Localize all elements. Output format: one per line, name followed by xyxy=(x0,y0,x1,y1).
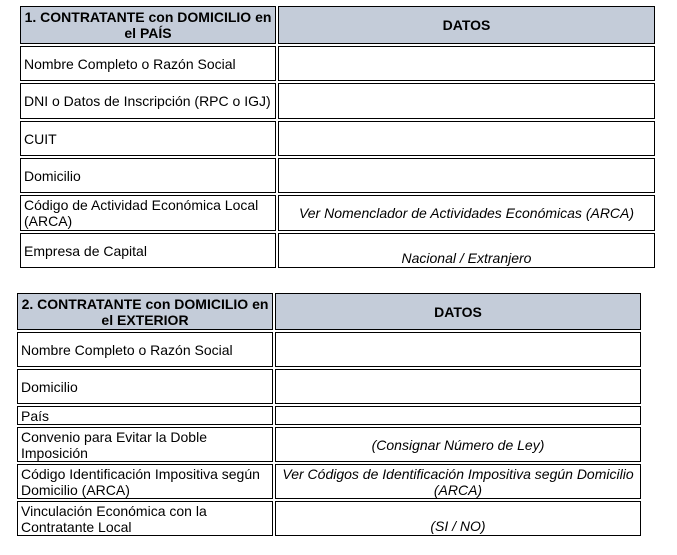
section2-row-label: Nombre Completo o Razón Social xyxy=(17,332,273,367)
section1-row-value[interactable] xyxy=(278,121,655,156)
section1-row-value[interactable] xyxy=(278,46,655,81)
section2-datos-header: DATOS xyxy=(275,293,641,330)
section1-title: 1. CONTRATANTE con DOMICILIO en el PAÍS xyxy=(20,6,276,44)
section1-header-row xyxy=(20,6,655,44)
section1-row-label: Domicilio xyxy=(20,158,276,193)
table-row xyxy=(20,121,655,156)
section2-row-value[interactable]: Ver Códigos de Identificación Impositiva según Domicilio (ARCA) xyxy=(275,464,641,499)
table-row xyxy=(20,233,655,268)
section1-row-label: CUIT xyxy=(20,121,276,156)
table-row xyxy=(17,501,641,536)
section1-row-value[interactable] xyxy=(278,83,655,119)
table-row xyxy=(20,195,655,231)
table-row xyxy=(17,332,641,367)
table-row xyxy=(17,464,641,499)
section1-table xyxy=(18,4,657,270)
section2-row-label: Código Identificación Impositiva según Domicilio (ARCA) xyxy=(17,464,273,499)
table-row xyxy=(17,427,641,462)
section2-row-label: País xyxy=(17,406,273,425)
section1-row-label: DNI o Datos de Inscripción (RPC o IGJ) xyxy=(20,83,276,119)
section2-title: 2. CONTRATANTE con DOMICILIO en el EXTERIOR xyxy=(17,293,273,330)
section2-row-label: Convenio para Evitar la Doble Imposición xyxy=(17,427,273,462)
section2-row-label: Domicilio xyxy=(17,369,273,404)
section1-row-label: Código de Actividad Económica Local (ARCA) xyxy=(20,195,276,231)
section1-row-label: Nombre Completo o Razón Social xyxy=(20,46,276,81)
section1-datos-header: DATOS xyxy=(278,6,655,44)
section2-row-value[interactable] xyxy=(275,406,641,425)
section1-row-value[interactable] xyxy=(278,158,655,193)
section2-row-label: Vinculación Económica con la Contratante Local xyxy=(17,501,273,536)
table-row xyxy=(20,83,655,119)
section2-row-value[interactable] xyxy=(275,332,641,367)
table-row xyxy=(20,158,655,193)
table-row xyxy=(17,406,641,425)
section1-row-value[interactable]: Ver Nomenclador de Actividades Económicas (ARCA) xyxy=(278,195,655,231)
section2-row-value[interactable]: (SI / NO) xyxy=(275,501,641,536)
table-row xyxy=(20,46,655,81)
table-row xyxy=(17,369,641,404)
section2-row-value[interactable]: (Consignar Número de Ley) xyxy=(275,427,641,462)
section2-table xyxy=(15,291,643,538)
section2-header-row xyxy=(17,293,641,330)
section2-row-value[interactable] xyxy=(275,369,641,404)
section1-row-value[interactable]: Nacional / Extranjero xyxy=(278,233,655,268)
section1-row-label: Empresa de Capital xyxy=(20,233,276,268)
